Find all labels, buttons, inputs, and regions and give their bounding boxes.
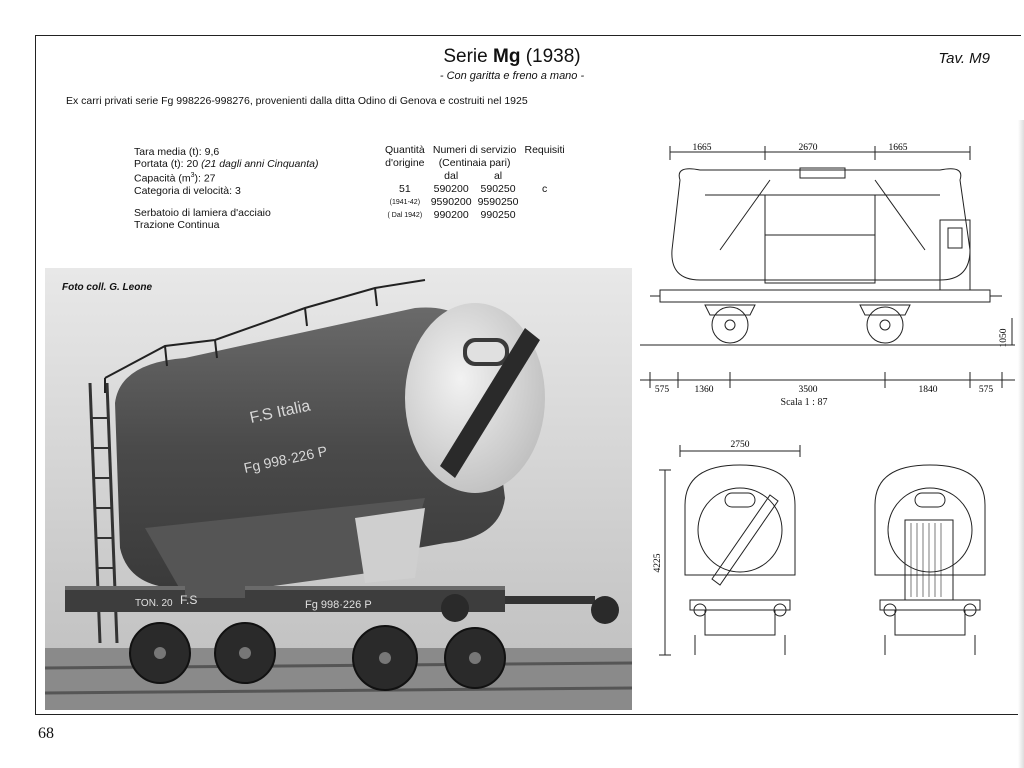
dim-top-2: 2670 xyxy=(798,143,818,153)
col-subheader-from: dal xyxy=(444,170,459,182)
page-subtitle: - Con garitta e freno a mano - xyxy=(439,70,585,82)
dim-top-1: 1665 xyxy=(692,143,712,153)
dim-end-width: 2750 xyxy=(730,440,750,450)
spec-tara: Tara media (t): 9,6 xyxy=(134,146,220,158)
wagon-photo xyxy=(45,268,632,710)
end-views-drawing xyxy=(650,435,990,665)
col-header-qty: Quantità xyxy=(385,144,425,156)
spec-serbatoio: Serbatoio di lamiera d'acciaio xyxy=(134,206,271,219)
spec-capacita: Capacità $(m^3)$: 27 xyxy=(134,172,216,185)
wagon-photo-illustration xyxy=(45,268,632,710)
dim-height: 1050 xyxy=(999,328,1009,348)
tank-lettering-1: F.S Italia xyxy=(248,397,312,427)
page-title: Serie Mg (1938) xyxy=(443,46,581,67)
col-header-qty-2: d'origine xyxy=(385,157,425,169)
spec-categoria: Categoria di velocità: 3 xyxy=(134,184,241,197)
page-number: 68 xyxy=(38,725,54,742)
service-numbers-table xyxy=(382,144,568,222)
col-header-req: Requisiti xyxy=(524,144,565,156)
dim-end-height: 4225 xyxy=(653,553,663,573)
dim-bottom-1: 575 xyxy=(654,385,670,395)
tank-lettering-2: Fg 998·226 P xyxy=(242,442,329,476)
dim-bottom-5: 575 xyxy=(978,385,994,395)
col-header-numbers: Numeri di servizio xyxy=(432,144,517,156)
dim-bottom-2: 1360 xyxy=(694,385,714,395)
frame-lettering-3: TON. 20 xyxy=(135,598,173,609)
spec-trazione: Trazione Continua xyxy=(134,218,220,231)
scale-label: Scala 1 : 87 xyxy=(780,397,828,408)
dim-bottom-4: 1840 xyxy=(918,385,938,395)
spec-portata: Portata (t): 20 (21 dagli anni Cinquanta) xyxy=(134,158,319,170)
table-row: ( Dal 1942) 990200 990250 xyxy=(387,209,516,221)
dim-top-3: 1665 xyxy=(888,143,908,153)
col-subheader-to: al xyxy=(493,170,503,182)
plate-number: Tav. M9 xyxy=(938,50,990,67)
side-view-drawing xyxy=(640,140,1020,395)
table-row: (1941-42) 9590200 9590250 xyxy=(389,196,519,208)
spec-list xyxy=(134,146,318,231)
col-header-numbers-2: (Centinaia pari) xyxy=(438,157,511,169)
photo-credit: Foto coll. G. Leone xyxy=(62,282,152,293)
dim-bottom-3: 3500 xyxy=(798,385,818,395)
frame-lettering-2: Fg 998·226 P xyxy=(305,599,372,611)
frame-lettering-1: F.S xyxy=(180,593,198,607)
table-row: 51 590200 590250 c xyxy=(399,183,548,195)
intro-text: Ex carri privati serie Fg 998226-998276, provenienti dalla ditta Odino di Genova e costruiti nel 1925 xyxy=(66,95,528,107)
